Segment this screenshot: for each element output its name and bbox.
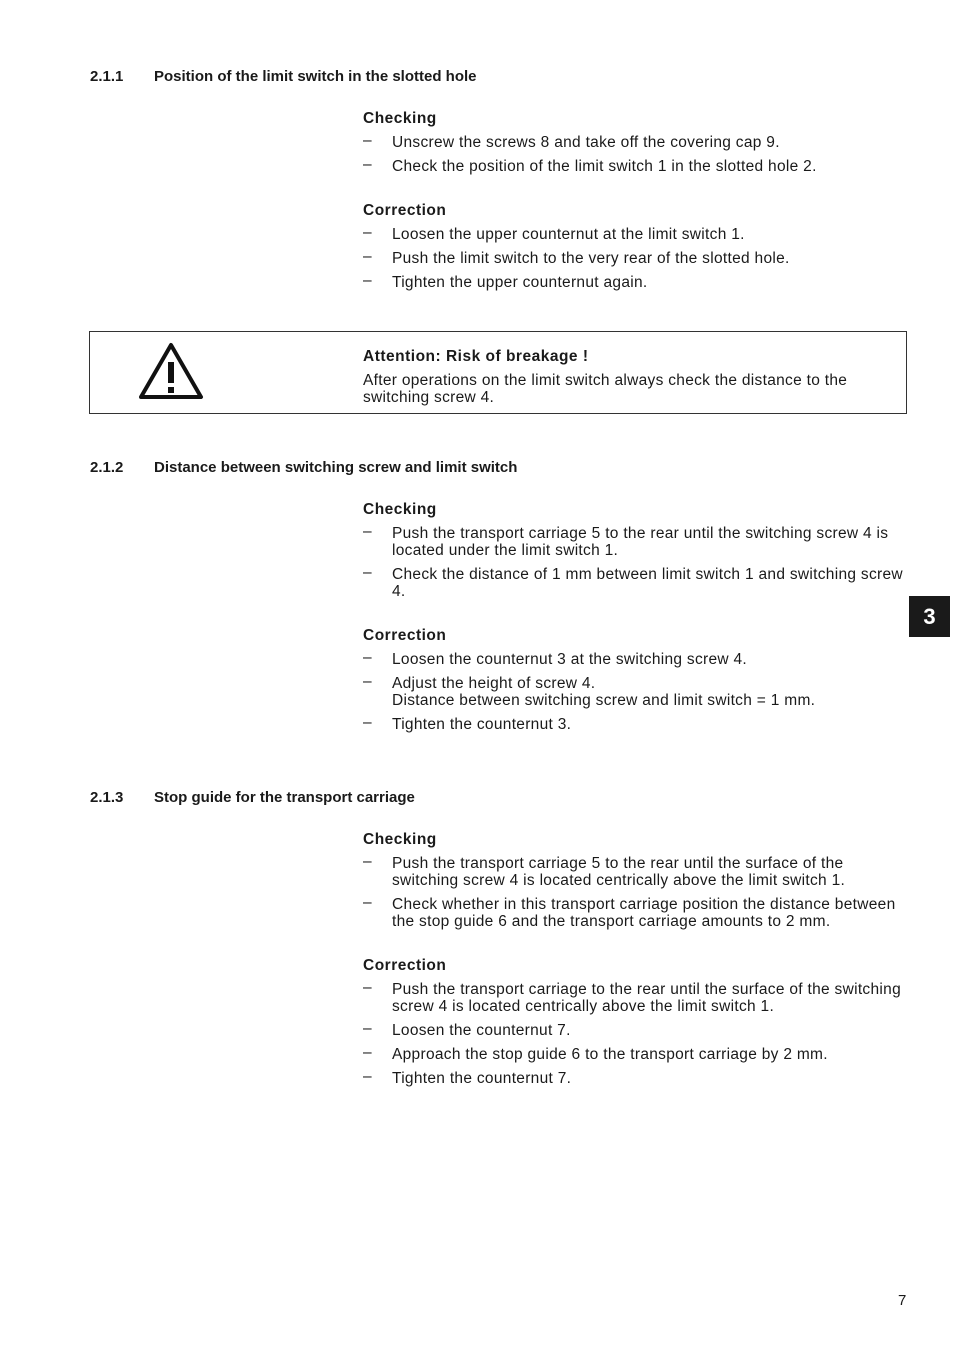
section-body-2-1-2 (363, 501, 909, 740)
dash-bullet: – (363, 649, 372, 666)
dash-bullet: – (363, 1020, 372, 1037)
list-item-text: Check the position of the limit switch 1 in the slotted hole 2. (392, 158, 817, 175)
list-item-text: Push the transport carriage to the rear until the surface of the switching screw 4 is located centrically above the limit switch 1. (392, 981, 901, 1015)
list-item (363, 274, 909, 291)
dash-bullet: – (363, 853, 372, 870)
correction-label: Correction (363, 202, 447, 219)
dash-bullet: – (363, 1068, 372, 1085)
dash-bullet: – (363, 714, 372, 731)
list-item (363, 716, 909, 733)
list-item (363, 896, 909, 930)
correction-label: Correction (363, 957, 447, 974)
list-item-text: Approach the stop guide 6 to the transport carriage by 2 mm. (392, 1046, 828, 1063)
warning-text: After operations on the limit switch always check the distance to the switching screw 4. (363, 372, 848, 406)
correction-label: Correction (363, 627, 447, 644)
section-body-2-1-1 (363, 110, 909, 298)
list-item (363, 158, 909, 175)
chapter-tab: 3 (909, 596, 950, 637)
list-item-text: Adjust the height of screw 4. Distance between switching screw and limit switch = 1 mm. (392, 675, 816, 709)
dash-bullet: – (363, 224, 372, 241)
list-item (363, 651, 909, 668)
list-item (363, 855, 909, 889)
list-item (363, 226, 909, 243)
dash-bullet: – (363, 248, 372, 265)
list-item (363, 525, 909, 559)
dash-bullet: – (363, 156, 372, 173)
list-item-text: Tighten the counternut 7. (392, 1070, 572, 1087)
warning-content (363, 348, 898, 406)
section-body-2-1-3 (363, 831, 909, 1094)
list-item (363, 1046, 909, 1063)
list-item-text: Loosen the upper counternut at the limit switch 1. (392, 226, 745, 243)
dash-bullet: – (363, 894, 372, 911)
section-number: 2.1.2 (90, 459, 124, 476)
section-number: 2.1.1 (90, 68, 124, 85)
list-item-text: Tighten the counternut 3. (392, 716, 572, 733)
list-item-text: Loosen the counternut 7. (392, 1022, 571, 1039)
list-item (363, 1070, 909, 1087)
dash-bullet: – (363, 979, 372, 996)
list-item (363, 250, 909, 267)
warning-box (89, 331, 907, 414)
list-item-text: Push the limit switch to the very rear of the slotted hole. (392, 250, 790, 267)
dash-bullet: – (363, 564, 372, 581)
list-item (363, 1022, 909, 1039)
list-item-text: Check whether in this transport carriage position the distance between the stop guide 6 and the transport carriage amounts to 2 mm. (392, 896, 896, 930)
dash-bullet: – (363, 673, 372, 690)
dash-bullet: – (363, 1044, 372, 1061)
dash-bullet: – (363, 132, 372, 149)
list-item (363, 675, 909, 709)
dash-bullet: – (363, 523, 372, 540)
list-item (363, 134, 909, 151)
warning-triangle-icon (137, 341, 205, 401)
checking-label: Checking (363, 110, 437, 127)
list-item-text: Check the distance of 1 mm between limit switch 1 and switching screw 4. (392, 566, 903, 600)
list-item (363, 566, 909, 600)
section-number: 2.1.3 (90, 789, 124, 806)
section-title: Stop guide for the transport carriage (154, 789, 415, 806)
list-item (363, 981, 909, 1015)
page-number: 7 (898, 1292, 907, 1309)
section-title: Position of the limit switch in the slotted hole (154, 68, 477, 85)
list-item-text: Push the transport carriage 5 to the rear until the switching screw 4 is located under the limit switch 1. (392, 525, 889, 559)
list-item-text: Loosen the counternut 3 at the switching screw 4. (392, 651, 748, 668)
dash-bullet: – (363, 272, 372, 289)
checking-label: Checking (363, 831, 437, 848)
warning-title: Attention: Risk of breakage ! (363, 348, 589, 365)
list-item-text: Unscrew the screws 8 and take off the covering cap 9. (392, 134, 780, 151)
list-item-text: Tighten the upper counternut again. (392, 274, 648, 291)
list-item-text: Push the transport carriage 5 to the rear until the surface of the switching screw 4 is located centrically above the limit switch 1. (392, 855, 846, 889)
checking-label: Checking (363, 501, 437, 518)
section-title: Distance between switching screw and limit switch (154, 459, 518, 476)
